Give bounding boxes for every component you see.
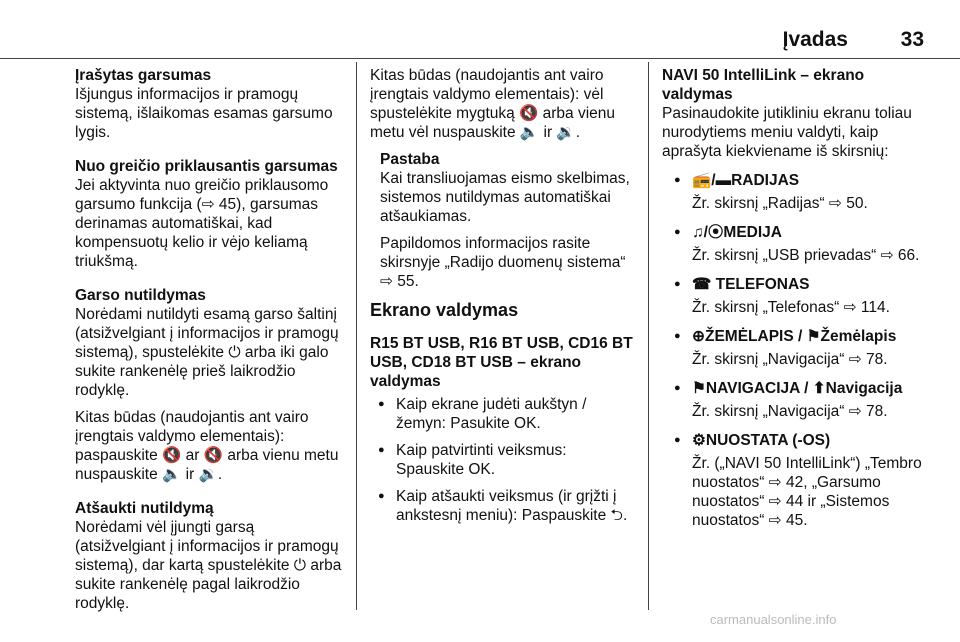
list-item: [662, 275, 938, 317]
note-box: [380, 150, 638, 291]
menu-label-phone: ● ☎ TELEFONAS: [692, 276, 810, 293]
menu-ref: Žr. skirsnį „Navigacija“ ⇨ 78.: [692, 351, 888, 368]
section-body: Kitas būdas (naudojantis ant vairo įrengtais valdymo elementais): paspauskite 🔇 ar 🔇 arba vienu metu nuspauskite 🔈 ir 🔉.: [75, 409, 339, 483]
section-heading: Atšaukti nutildymą: [75, 500, 214, 517]
note-body: Papildomos informacijos rasite skirsnyje „Radijo duomenų sistema“ ⇨ 55.: [380, 235, 626, 290]
list-item: [662, 327, 938, 369]
section-mute: [75, 286, 345, 484]
intro-text: Kitas būdas (naudojantis ant vairo įrengtais valdymo elementais): vėl spustelėkite mygtuką 🔇 arba vienu metu vėl nuspauskite 🔈 ir 🔉.: [370, 67, 616, 141]
note-body: Kai transliuojamas eismo skelbimas, sistemos nutildymas automatiškai atšaukiamas.: [380, 170, 630, 225]
menu-ref: Žr. skirsnį „Radijas“ ⇨ 50.: [692, 195, 868, 212]
column-2: [370, 66, 638, 533]
list-item: [662, 223, 938, 265]
section-heading: Nuo greičio priklausantis garsumas: [75, 158, 338, 175]
subheading: R15 BT USB, R16 BT USB, CD16 BT USB, CD18 BT USB – ekrano valdymas: [370, 335, 633, 390]
column-1: [75, 66, 345, 628]
page-number: 33: [900, 28, 924, 51]
menu-ref: Žr. skirsnį „Navigacija“ ⇨ 78.: [692, 403, 888, 420]
header-divider: [0, 58, 960, 59]
section-heading: Įrašytas garsumas: [75, 67, 212, 84]
section-heading: Garso nutildymas: [75, 287, 206, 304]
menu-ref: Žr. skirsnį „USB prievadas“ ⇨ 66.: [692, 247, 920, 264]
list-item: ● Kaip patvirtinti veiksmus: Spauskite OK.: [370, 441, 638, 479]
list-item: ● Kaip ekrane judėti aukštyn / žemyn: Pasukite OK.: [370, 395, 638, 433]
menu-label-media: ● ♫/⦿MEDIJA: [692, 224, 782, 241]
note-title: Pastaba: [380, 151, 440, 168]
column-divider-1: [356, 62, 357, 610]
section-body: Jei aktyvinta nuo greičio priklausomo garsumo funkcija (⇨ 45), garsumas derinamas automatiškai, kad kompensuotų kelio ir vėjo keliamą triukšmą.: [75, 177, 329, 270]
page-header: [0, 28, 960, 58]
list-item: [662, 171, 938, 213]
column-divider-2: [648, 62, 649, 610]
list-item: [662, 431, 938, 530]
section-recorded-volume: [75, 66, 345, 142]
section-title-screen-control: Ekrano valdymas: [370, 300, 519, 320]
section-heading: NAVI 50 IntelliLink – ekrano valdymas: [662, 67, 865, 103]
menu-ref: Žr. („NAVI 50 IntelliLink“) „Tembro nuostatos“ ⇨ 42, „Garsumo nuostatos“ ⇨ 44 ir „Sistemos nuostatos“ ⇨ 45.: [692, 455, 922, 529]
section-title: Įvadas: [782, 28, 848, 51]
menu-list: [662, 171, 938, 530]
menu-label-settings: ● ⚙NUOSTATA (-OS): [692, 432, 831, 449]
menu-label-radio: ● 📻/▬RADIJAS: [692, 172, 800, 189]
section-speed-volume: [75, 157, 345, 271]
section-body: Norėdami vėl įjungti garsą (atsižvelgiant į informacijos ir pramogų sistemą), dar kartą spustelėkite ⏻ arba sukite rankenėlę pagal laikrodžio rodyklę.: [75, 519, 342, 612]
menu-label-map: ● ⊕ŽEMĖLAPIS / ⚑Žemėlapis: [692, 328, 897, 345]
section-body: Norėdami nutildyti esamą garso šaltinį (atsižvelgiant į informacijos ir pramogų sistemą), spustelėkite ⏻ arba iki galo sukite rankenėlę prieš laikrodžio rodyklę.: [75, 306, 339, 399]
section-unmute: [75, 499, 345, 613]
bullet-list: [370, 395, 638, 525]
menu-ref: Žr. skirsnį „Telefonas“ ⇨ 114.: [692, 299, 890, 316]
menu-label-navigation: ● ⚑NAVIGACIJA / ⬆Navigacija: [692, 380, 903, 397]
list-item: [662, 379, 938, 421]
section-body: Išjungus informacijos ir pramogų sistemą, išlaikomas esamas garsumo lygis.: [75, 86, 333, 141]
column-3: [662, 66, 938, 540]
intro-text: Pasinaudokite jutikliniu ekranu toliau nurodytiems meniu valdyti, kaip aprašyta kiekviename iš skirsnių:: [662, 105, 912, 160]
list-item: ● Kaip atšaukti veiksmus (ir grįžti į ankstesnį meniu): Paspauskite ⮌.: [370, 487, 638, 525]
watermark: carmanualsonline.info: [710, 612, 837, 627]
